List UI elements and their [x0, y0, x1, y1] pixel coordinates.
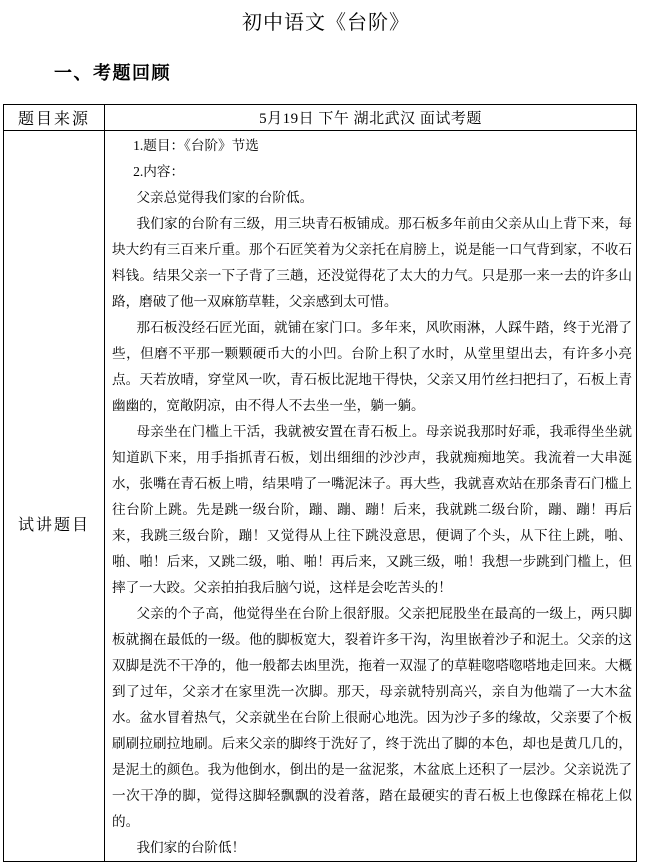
lecture-row-label: 试讲题目 — [4, 131, 105, 862]
passage-paragraph: 父亲的个子高，他觉得坐在台阶上很舒服。父亲把屁股坐在最高的一级上，两只脚板就搁在最低的一级。他的脚板宽大，裂着许多干沟，沟里嵌着沙子和泥土。父亲的这双脚是洗不干净的，他一般都去凼里洗，拖着一双湿了的草鞋唿嗒唿嗒地走回来。大概到了过年，父亲才在家里洗一次脚。那天，母亲就特别高兴，亲自为他端了一大木盆水。盆水冒着热气，父亲就坐在台阶上很耐心地洗。因为沙子多的缘故，父亲要了个板刷刷拉刷拉地刷。后来父亲的脚终于洗好了，终于洗出了脚的本色，却也是黄几几的，是泥土的颜色。我为他倒水，倒出的是一盆泥浆，木盆底上还积了一层沙。父亲说洗了一次干净的脚，觉得这脚轻飘飘的没着落，踏在最硬实的青石板上也像踩在棉花上似的。 — [112, 606, 632, 829]
passage-paragraph: 我们家的台阶低！ — [136, 840, 246, 855]
table-row — [4, 105, 637, 131]
passage-paragraph: 父亲总觉得我们家的台阶低。 — [136, 190, 314, 205]
page-title: 初中语文《台阶》 — [242, 12, 410, 34]
section-heading: 一、考题回顾 — [54, 63, 171, 83]
lecture-content-cell — [105, 131, 637, 862]
exam-question-table — [3, 104, 637, 862]
source-row-value: 5月19日 下午 湖北武汉 面试考题 — [105, 105, 637, 131]
passage-paragraph: 母亲坐在门槛上干活，我就被安置在青石板上。母亲说我那时好乖，我乖得坐坐就知道趴下来，用手指抓青石板，划出细细的沙沙声，我就痴痴地笑。我流着一大串涎水，张嘴在青石板上啃，结果啃了一嘴泥沫子。再大些，我就喜欢站在那条青石门槛上往台阶上跳。先是跳一级台阶，蹦、蹦、蹦！后来，我就跳二级台阶，蹦、蹦！再后来，我跳三级台阶，蹦！又觉得从上往下跳没意思，便调了个头，从下往上跳，啪、啪、啪！后来，又跳二级，啪、啪！再后来，又跳三级，啪！我想一步跳到门槛上，但摔了一大跤。父亲拍拍我后脑勺说，这样是会吃苦头的！ — [112, 424, 632, 595]
numbered-line-title: 1.题目：《台阶》节选 — [133, 138, 259, 153]
passage-paragraph: 我们家的台阶有三级，用三块青石板铺成。那石板多年前由父亲从山上背下来，每块大约有三百来斤重。那个石匠笑着为父亲托在肩膀上，说是能一口气背到家，不收石料钱。结果父亲一下子背了三趟，还没觉得花了太大的力气。只是那一来一去的许多山路，磨破了他一双麻筋草鞋，父亲感到太可惜。 — [112, 216, 632, 309]
table-row — [4, 131, 637, 862]
passage-paragraph: 那石板没经石匠光面，就铺在家门口。多年来，风吹雨淋，人踩牛踏，终于光滑了些，但磨不平那一颗颗硬币大的小凹。台阶上积了水时，从堂里望出去，有许多小亮点。天若放晴，穿堂风一吹，青石板比泥地干得快，父亲又用竹丝扫把扫了，石板上青幽幽的，宽敞阴凉，由不得人不去坐一坐，躺一躺。 — [112, 320, 632, 413]
source-row-label: 题目来源 — [4, 105, 105, 131]
numbered-line-content: 2.内容： — [133, 164, 185, 179]
